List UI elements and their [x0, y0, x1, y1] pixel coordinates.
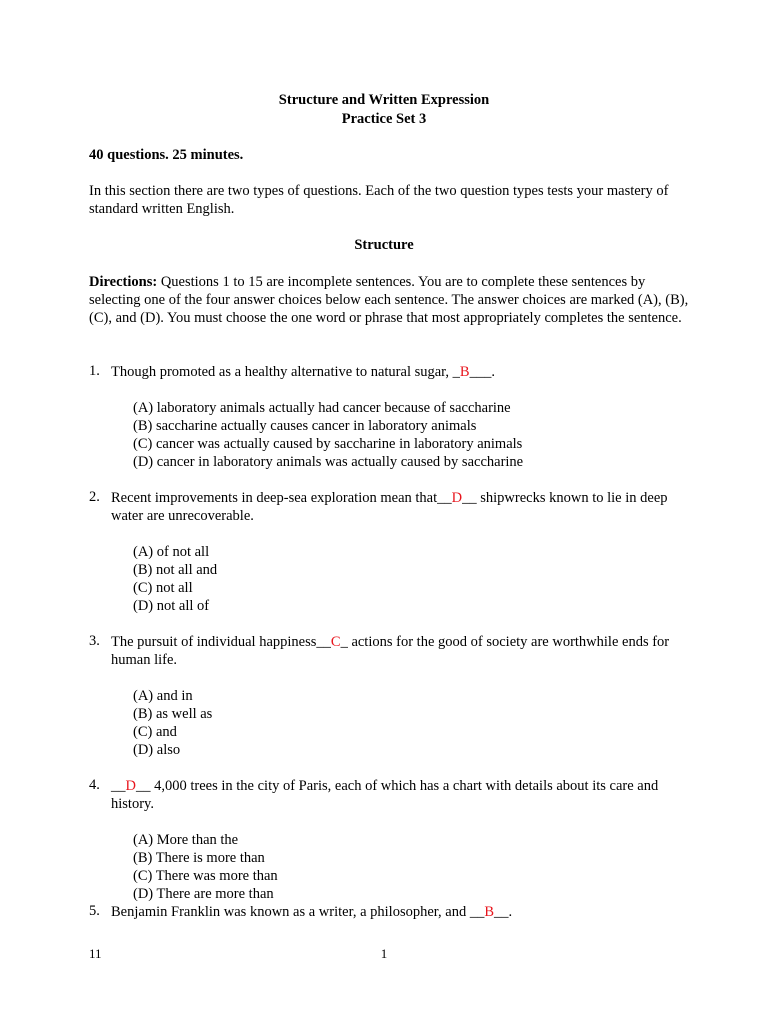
answer-mark: C [330, 634, 341, 650]
answer-option-b: (B) saccharine actually causes cancer in laboratory animals [133, 418, 477, 434]
answer-mark: D [125, 778, 136, 794]
document-title: Structure and Written Expression [278, 92, 490, 108]
question-stem [111, 363, 689, 381]
document-subtitle: Practice Set 3 [341, 111, 427, 127]
stem-after: _ actions for the good of society are worthwhile ends for human life. [111, 634, 670, 668]
stem-after: ___. [469, 364, 495, 380]
answer-option-a: (A) and in [133, 688, 193, 704]
answer-option-a: (A) laboratory animals actually had cancer because of saccharine [133, 400, 511, 416]
section-title: Structure [354, 237, 414, 253]
answer-mark: B [484, 904, 495, 920]
question-number: 1. [89, 363, 100, 379]
stem-after: __ shipwrecks known to lie in deep water are unrecoverable. [111, 490, 668, 524]
answer-option-a: (A) of not all [133, 544, 210, 560]
question-stem [111, 777, 689, 813]
answer-option-c: (C) and [133, 724, 177, 740]
question-stem [111, 633, 689, 669]
answer-option-c: (C) cancer was actually caused by saccharine in laboratory animals [133, 436, 523, 452]
question-number: 4. [89, 777, 100, 793]
page-number: 1 [380, 946, 388, 961]
answer-option-d: (D) also [133, 742, 181, 758]
stem-before: Benjamin Franklin was known as a writer, a philosopher, and __ [111, 904, 485, 920]
directions-label: Directions: [89, 274, 158, 290]
footer-left-number: 11 [89, 946, 102, 961]
answer-option-b: (B) There is more than [133, 850, 265, 866]
answer-option-d: (D) There are more than [133, 886, 274, 902]
answer-mark: B [459, 364, 470, 380]
stem-before: Recent improvements in deep-sea exploration mean that__ [111, 490, 452, 506]
stem-before: __ [111, 778, 126, 794]
answer-option-b: (B) not all and [133, 562, 218, 578]
intro-paragraph: In this section there are two types of questions. Each of the two question types tests your mastery of standard written English. [89, 183, 669, 217]
directions-paragraph [89, 273, 689, 327]
test-summary: 40 questions. 25 minutes. [89, 147, 244, 163]
question-stem [111, 489, 689, 525]
answer-option-b: (B) as well as [133, 706, 213, 722]
answer-option-c: (C) There was more than [133, 868, 278, 884]
directions-text: Questions 1 to 15 are incomplete sentences. You are to complete these sentences by selecting one of the four answer choices below each sentence. The answer choices are marked (A), (B), (C), and (D). You must choose the one word or phrase that most appropriately completes the sentence. [89, 274, 689, 326]
question-number: 5. [89, 903, 100, 919]
question-number: 3. [89, 633, 100, 649]
answer-option-a: (A) More than the [133, 832, 239, 848]
stem-before: Though promoted as a healthy alternative to natural sugar, _ [111, 364, 460, 380]
stem-after: __. [494, 904, 513, 920]
question-stem [111, 903, 689, 921]
answer-option-d: (D) not all of [133, 598, 210, 614]
answer-option-c: (C) not all [133, 580, 193, 596]
answer-option-d: (D) cancer in laboratory animals was actually caused by saccharine [133, 454, 524, 470]
question-number: 2. [89, 489, 100, 505]
stem-before: The pursuit of individual happiness__ [111, 634, 331, 650]
answer-mark: D [451, 490, 463, 506]
stem-after: __ 4,000 trees in the city of Paris, each of which has a chart with details about its care and history. [111, 778, 659, 812]
